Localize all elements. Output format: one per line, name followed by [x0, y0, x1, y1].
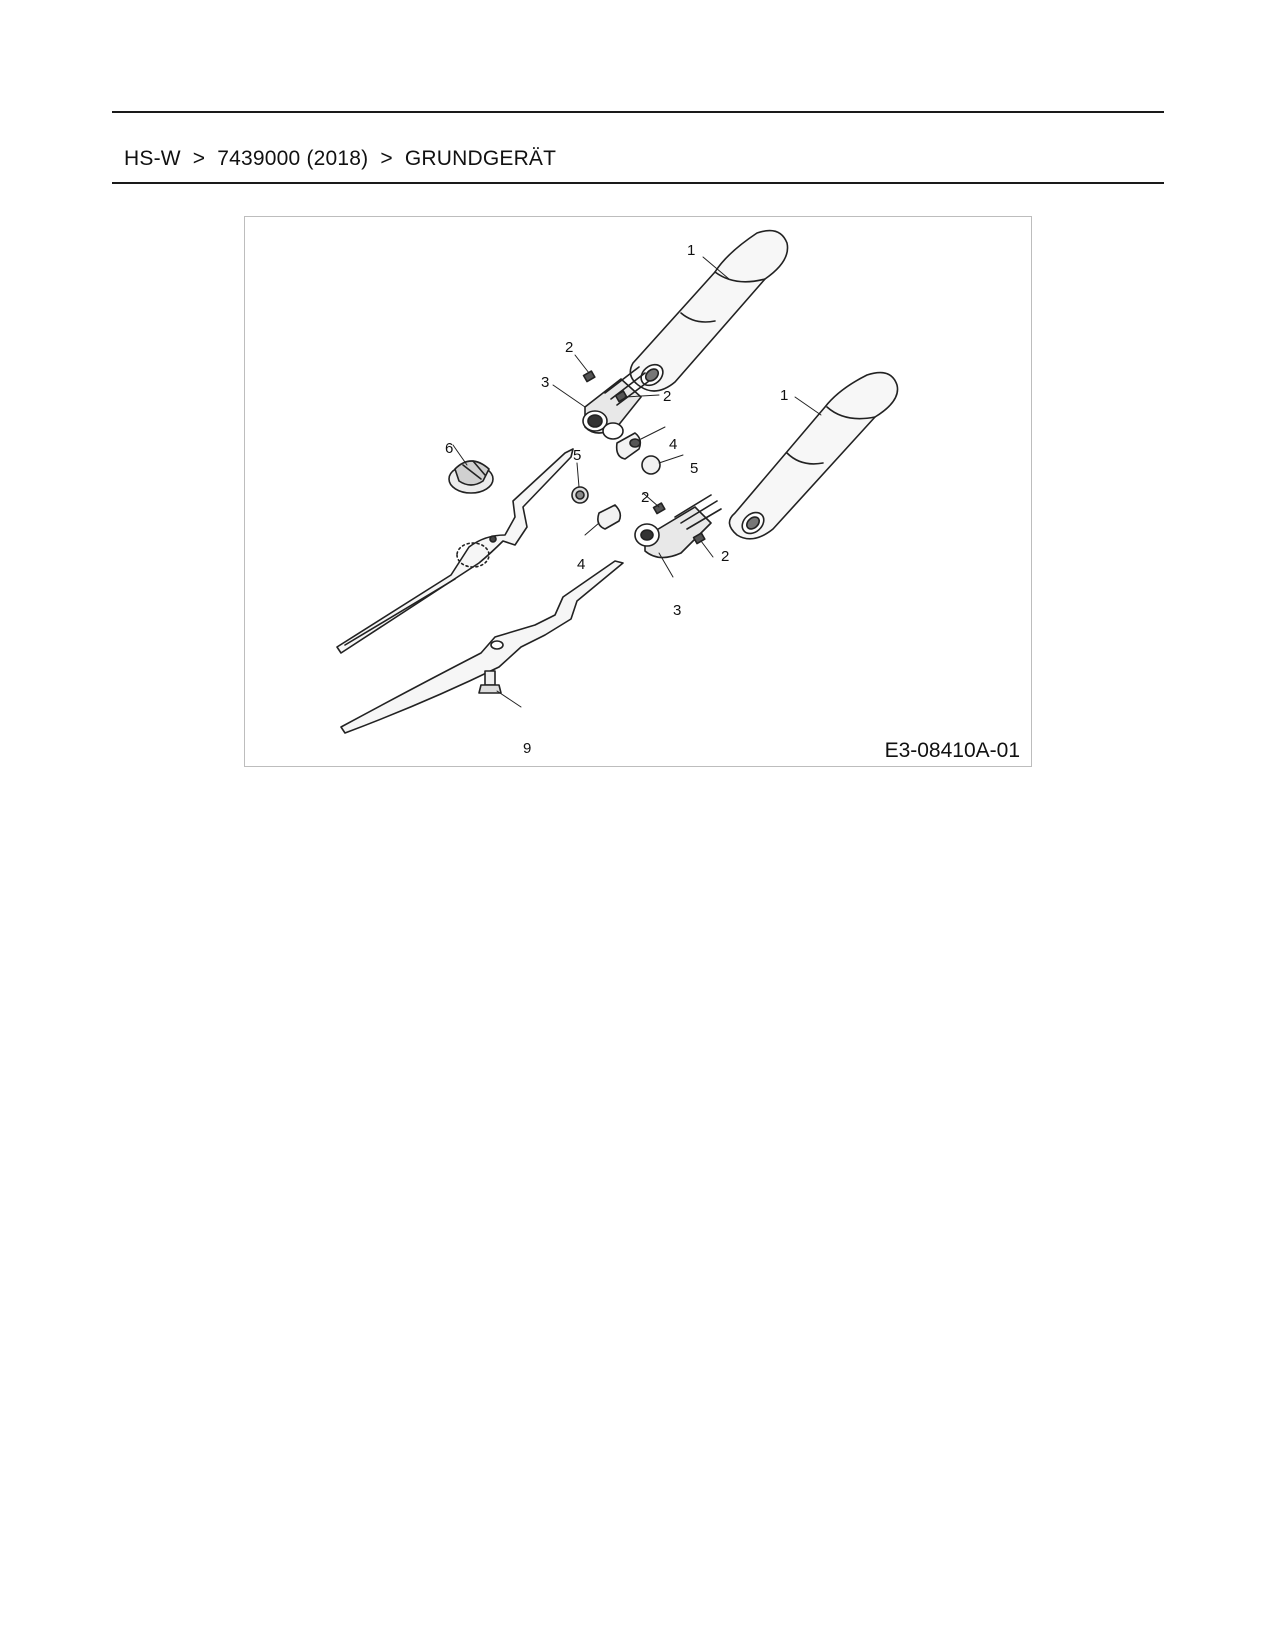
callout-cap-upper: 5 [690, 460, 699, 477]
header-bottom-rule [112, 182, 1164, 184]
callout-sleeve-upper: 4 [669, 436, 678, 453]
callout-bolt: 9 [523, 740, 532, 757]
breadcrumb-item-number[interactable]: 7439000 (2018) [217, 147, 369, 170]
callout-sleeve-lower: 4 [577, 556, 586, 573]
callout-handle-upper: 1 [687, 242, 696, 259]
diagram-code: E3-08410A-01 [884, 739, 1020, 762]
header-top-rule [112, 111, 1164, 113]
sleeve-parts [598, 433, 640, 529]
callout-handle-lower: 1 [780, 387, 789, 404]
callout-clip-c: 2 [641, 489, 650, 506]
diagram-drawing [245, 217, 1033, 768]
callout-clip-a: 2 [565, 339, 574, 356]
callout-connector-lower: 3 [673, 602, 682, 619]
callout-connector-upper: 3 [541, 374, 550, 391]
breadcrumb-item-section: GRUNDGERÄT [404, 147, 557, 170]
breadcrumb [124, 147, 556, 171]
knob-part [449, 461, 493, 493]
lower-handle-part [729, 373, 897, 539]
upper-handle-part [630, 231, 787, 391]
callout-cap-lower: 5 [573, 447, 582, 464]
lower-blade-part [341, 561, 623, 733]
callout-knob: 6 [445, 440, 454, 457]
breadcrumb-separator: > [380, 147, 393, 170]
breadcrumb-item-model[interactable]: HS-W [124, 147, 181, 170]
callout-clip-d: 2 [721, 548, 730, 565]
exploded-parts-diagram [244, 216, 1032, 767]
callout-clip-b: 2 [663, 388, 672, 405]
breadcrumb-separator: > [192, 147, 206, 170]
